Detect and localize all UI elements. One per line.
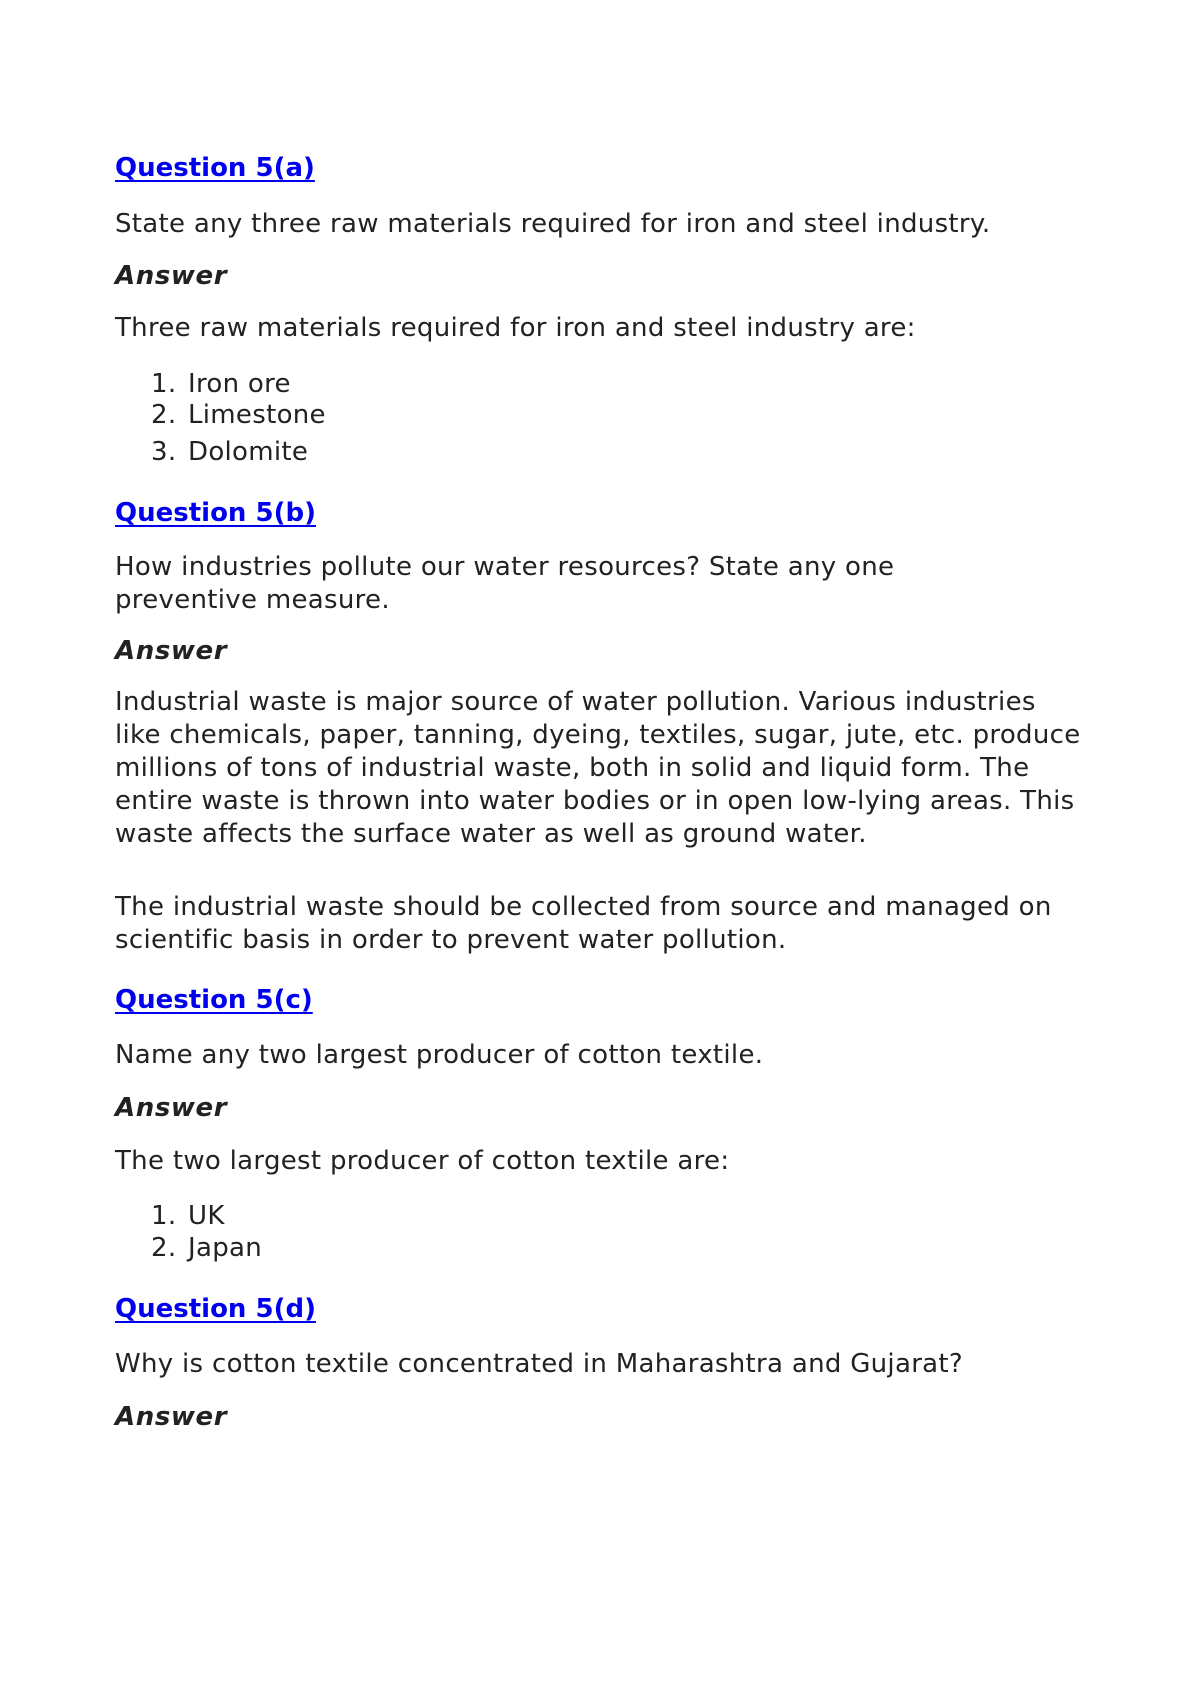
question-5b-text: How industries pollute our water resources? State any one preventive measure. — [115, 552, 895, 615]
question-5b-link[interactable]: Question 5(b) — [115, 498, 316, 528]
list-item: 2. Japan — [151, 1233, 263, 1263]
question-5d-link[interactable]: Question 5(d) — [115, 1294, 316, 1324]
answer-label: Answer — [115, 1402, 228, 1432]
list-item: 2. Limestone — [151, 400, 326, 430]
answer-5b-paragraph-1: Industrial waste is major source of water pollution. Various industries like chemicals, paper, tanning, dyeing, textiles, sugar, jute, etc. produce millions of tons of industrial waste, both in solid and liquid form. The entire waste is thrown into water bodies or in open low-lying areas. This waste affects the surface water as well as ground water. — [115, 687, 1081, 849]
question-5c-link[interactable]: Question 5(c) — [115, 985, 313, 1015]
answer-label: Answer — [115, 261, 228, 291]
answer-5c-list — [115, 1200, 262, 1264]
answer-5a-list — [115, 368, 326, 468]
question-5c-text: Name any two largest producer of cotton textile. — [115, 1040, 764, 1070]
list-item: 3. Dolomite — [151, 437, 309, 467]
list-item: 1. Iron ore — [151, 369, 291, 399]
question-5a-link[interactable]: Question 5(a) — [115, 153, 315, 183]
answer-5c-intro: The two largest producer of cotton textile are: — [115, 1146, 730, 1176]
answer-label: Answer — [115, 1093, 228, 1123]
answer-5a-intro: Three raw materials required for iron and steel industry are: — [115, 313, 916, 343]
question-5d-text: Why is cotton textile concentrated in Maharashtra and Gujarat? — [115, 1349, 964, 1379]
list-item: 1. UK — [151, 1201, 225, 1231]
answer-label: Answer — [115, 636, 228, 666]
answer-5b-paragraph-2: The industrial waste should be collected from source and managed on scientific basis in order to prevent water pollution. — [115, 892, 1052, 955]
question-5a-text: State any three raw materials required for iron and steel industry. — [115, 209, 991, 239]
